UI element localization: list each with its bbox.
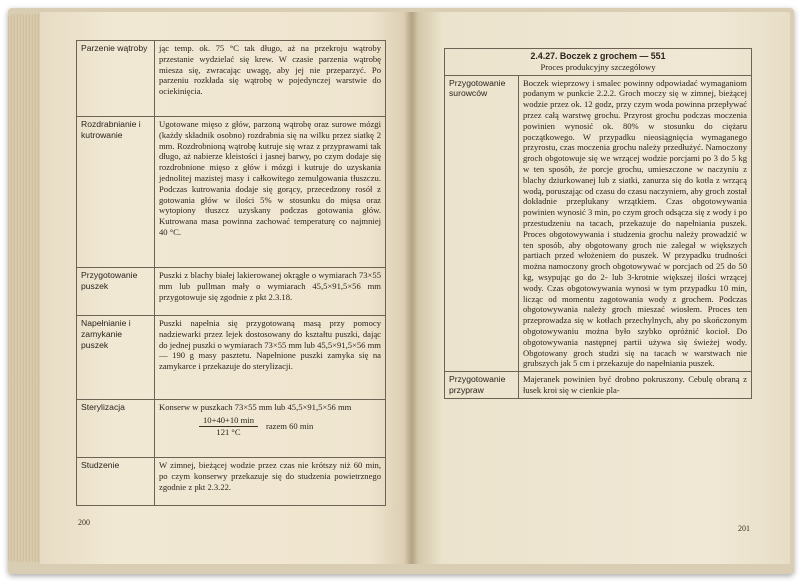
row-label: Przygotowanie przypraw: [445, 372, 519, 399]
table-row: [445, 75, 752, 372]
right-process-table: [444, 48, 752, 399]
table-row: [77, 316, 386, 400]
table-row: [77, 268, 386, 316]
row-label: Przygotowanie puszek: [77, 268, 155, 316]
left-page-number: 200: [78, 518, 90, 527]
table-header-row: [445, 49, 752, 76]
table-row: [77, 400, 386, 458]
row-text: Ugotowane mięso z głów, parzoną wątrobę oraz surowe mózgi (każdy składnik osobno) rozdrabnia się na wilku przez siatkę 2 mm. Rozdrobnioną wątrobę kutruje się wraz z przyprawami tak długo, aż nabierze kleistości i jasnej barwy, po czym dodaje się rozdrobnione mięso z głów i mózgi i kutruje do uzyskania jednolitej mazistej masy i całkowitego zemulgowania tłuszczu. Podczas kutrowania dodaje się gorący, przecedzony rosół z gotowania głów w ilości 5% w stosunku do mięsa oraz wytopiony tłuszcz uzyskany podczas gotowania głów. Kutrowana masa powinna zachować temperaturę co najmniej 40 °C.: [155, 117, 386, 268]
table-row: [77, 458, 386, 506]
sterilization-formula: [159, 415, 381, 438]
table-row: [77, 117, 386, 268]
row-label: Parzenie wątroby: [77, 41, 155, 117]
row-label: Studzenie: [77, 458, 155, 506]
page-edges: [8, 14, 42, 562]
formula-numerator: 10+40+10 min: [199, 415, 258, 427]
right-page-number: 201: [738, 524, 750, 533]
row-text: Majeranek powinien być drobno pokruszony. Cebulę obraną z łusek kroi się w cienkie pla-: [519, 372, 752, 399]
formula-denominator: 121 °C: [216, 426, 241, 437]
row-label: Przygotowanie surowców: [445, 75, 519, 372]
row-label: Rozdrabnianie i kutrowanie: [77, 117, 155, 268]
section-header: [445, 49, 752, 76]
row-text: Boczek wieprzowy i smalec powinny odpowiadać wymaganiom podanym w punkcie 2.2.2. Groch moczy się w zimnej, bieżącej wodzie przez ok. 12 godz, przy czym woda powinna przepływać przez całą warstwę grochu. Przyrost grochu podczas moczenia powinien wynosić ok. 80% w stosunku do ciężaru początkowego. W przypadku nieosiągnięcia wymaganego przyrostu, czas moczenia grochu należy przedłużyć. Namoczony groch obgotowuje się we wrzącej wodzie porcjami po 3 do 5 kg w ten sposób, że porcje grochu, umieszczone w naczyniu z blachy dziurkowanej lub z siatki, zanurza się do kotła z wrzącą wodą, poruszając od czasu do czasu naczyniem, aby groch został dokładnie przeplukany wrzątkiem. Czas obgotowywania powinien wynosić 3 min, po czym groch odsącza się z wody i po przestudzeniu na tacach, przekazuje do napełniania puszek. Proces obgotowywania i studzenia grochu należy prowadzić w ten sposób, aby obgotowany groch nie zalegał w większych partiach przed włożeniem do puszek. W przypadku trudności można namoczony groch obgotowywać w porcjach od 25 do 50 kg, wsypując go do 2- lub 3-krotnie większej ilości wrzącej wody. Czas obgotowywania wynosi w tym przypadku 10 min, licząc od momentu zagotowania wody z grochem. Podczas obgotowywania należy groch mieszać wiosłem. Proces ten przeprowadza się w kotłach przechylnych, aby po skończonym obgotowywaniu można było szybko opróżnić kocioł. Do obgotowywania następnej partii używa się świeżej wody. Obgotowany groch studzi się na tacach w warstwach nie grubszych jak 5 cm i przekazuje do napełniania puszek.: [519, 75, 752, 372]
section-title: 2.4.27. Boczek z grochem — 551: [530, 51, 666, 61]
formula-fraction: [199, 415, 258, 438]
table-row: [445, 372, 752, 399]
row-text: jąc temp. ok. 75 °C tak długo, aż na przekroju wątroby przestanie wydzielać się krew. W czasie parzenia wątrobę miesza się, zwracając uwagę, aby jej nie przeparzyć. Po parzeniu rozkłada się wątrobę w pojedynczej warstwie do ociekinięcia.: [155, 41, 386, 117]
row-text: Puszki z blachy białej lakierowanej okrągłe o wymiarach 73×55 mm lub pullman mały o wymiarach 45,5×91,5×56 mm przygotowuje się zgodnie z pkt 2.3.18.: [155, 268, 386, 316]
book-spine: [404, 12, 418, 564]
table-row: [77, 41, 386, 117]
sterilization-text: Konserw w puszkach 73×55 mm lub 45,5×91,5×56 mm: [159, 402, 352, 412]
row-label: Sterylizacja: [77, 400, 155, 458]
row-text: [155, 400, 386, 458]
row-text: W zimnej, bieżącej wodzie przez czas nie krótszy niż 60 min, po czym konserwy przekazuje się do studzenia powietrznego zgodnie z pkt 2.3.22.: [155, 458, 386, 506]
formula-suffix: razem 60 min: [266, 420, 314, 431]
row-text: Puszki napełnia się przygotowaną masą przy pomocy nadziewarki przez lejek dostosowany do kształtu puszki, dając do jednej puszki o wymiarach 73×55 mm lub 45,5×91,5×56 mm — 190 g masy pasztetu. Napełnione puszki zamyka się na zamykarce i przekazuje do sterylizacji.: [155, 316, 386, 400]
row-label: Napełnianie i zamykanie puszek: [77, 316, 155, 400]
section-subtitle: Proces produkcyjny szczegółowy: [540, 61, 656, 72]
left-process-table: [76, 40, 386, 506]
